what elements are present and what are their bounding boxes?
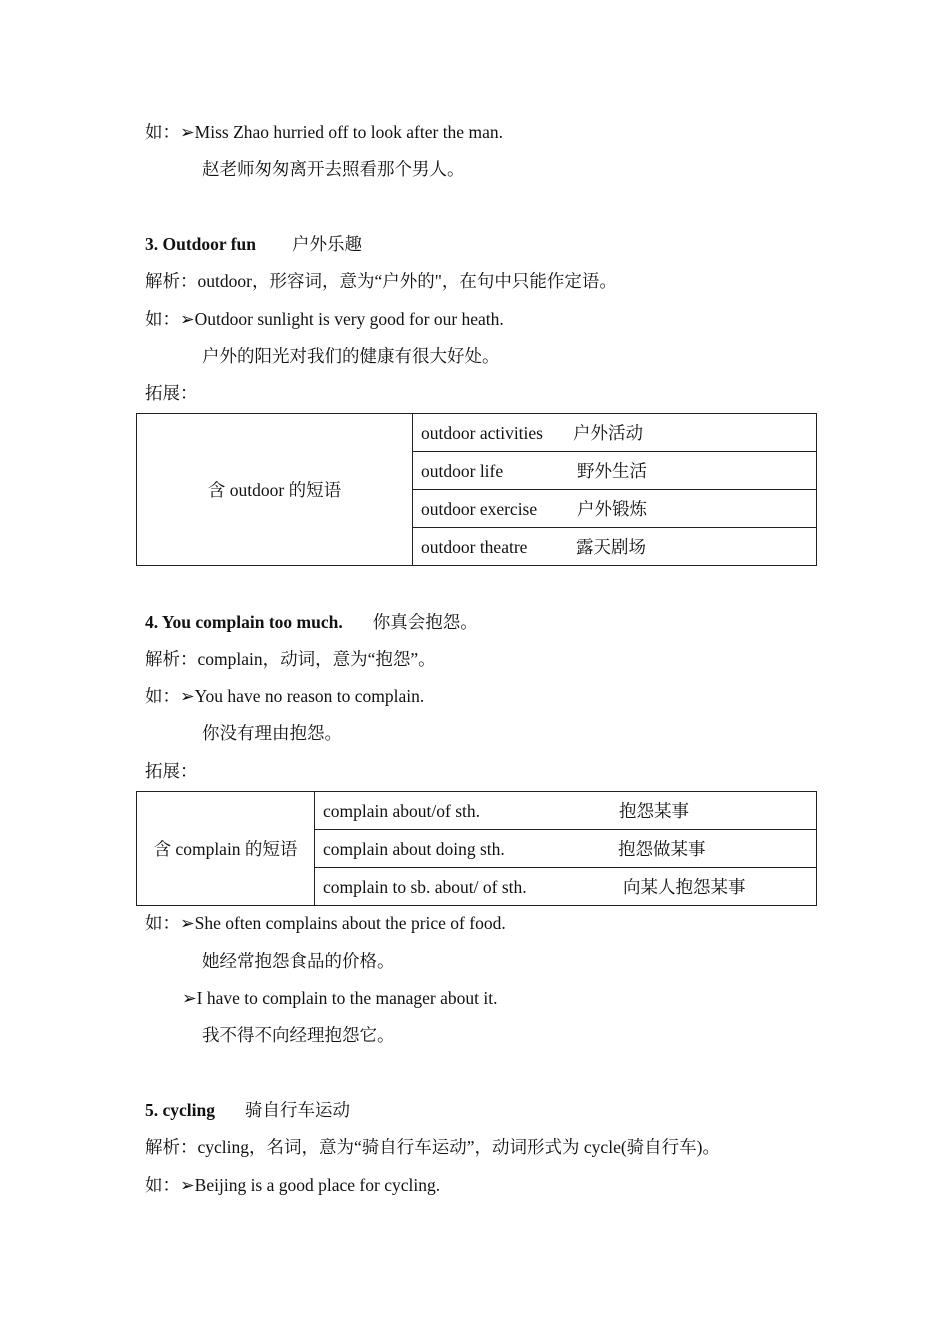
example-prefix: 如： <box>145 686 180 706</box>
parse-prefix: 解析： <box>145 649 198 669</box>
example-en: You have no reason to complain. <box>194 686 425 706</box>
example-prefix: 如： <box>145 122 180 142</box>
phrase-en: outdoor exercise <box>421 499 538 519</box>
section-5-heading <box>145 1099 350 1121</box>
table-cell <box>315 792 817 830</box>
example-en: Miss Zhao hurried off to look after the man. <box>194 122 503 142</box>
example-en: She often complains about the price of food. <box>194 913 506 933</box>
example-en: I have to complain to the manager about it. <box>196 988 498 1008</box>
table-cell <box>413 528 817 566</box>
section-4-example <box>145 685 424 707</box>
phrase-en: complain about doing sth. <box>323 839 505 859</box>
example-line <box>145 121 503 143</box>
phrase-zh: 户外锻炼 <box>577 499 647 519</box>
example-prefix: 如： <box>145 913 180 933</box>
parse-text: outdoor，形容词，意为“户外的"，在句中只能作定语。 <box>197 271 617 291</box>
phrase-zh: 露天剧场 <box>576 537 646 557</box>
section-5-title-zh: 骑自行车运动 <box>245 1100 350 1120</box>
example-translation: 她经常抱怨食品的价格。 <box>202 951 395 971</box>
arrow-bullet-icon: ➢ <box>182 988 197 1008</box>
table-cell <box>315 830 817 868</box>
arrow-bullet-icon: ➢ <box>180 1175 195 1195</box>
table-row <box>137 792 817 830</box>
phrase-zh: 抱怨做某事 <box>618 839 706 859</box>
complain-phrase-table <box>136 791 817 906</box>
phrase-en: outdoor activities <box>421 423 543 443</box>
phrase-zh: 户外活动 <box>573 423 643 443</box>
phrase-en: outdoor theatre <box>421 537 528 557</box>
table-cell <box>315 868 817 906</box>
section-5-example <box>145 1174 440 1196</box>
arrow-bullet-icon: ➢ <box>180 309 195 329</box>
phrase-en: complain about/of sth. <box>323 801 480 821</box>
phrase-en: complain to sb. about/ of sth. <box>323 877 527 897</box>
section-4-title-zh: 你真会抱怨。 <box>372 612 478 632</box>
table-head-cell: 含 outdoor 的短语 <box>137 414 413 566</box>
section-3-example <box>145 308 504 330</box>
arrow-bullet-icon: ➢ <box>180 686 195 706</box>
section-4-parse <box>145 648 436 670</box>
extend-label: 拓展： <box>145 761 198 781</box>
parse-text: complain，动词，意为“抱怨”。 <box>197 649 436 669</box>
example-translation: 我不得不向经理抱怨它。 <box>202 1025 395 1045</box>
section-5-title: 5. cycling <box>145 1100 215 1120</box>
example-prefix: 如： <box>145 1175 180 1195</box>
example-prefix: 如： <box>145 309 180 329</box>
example-en: Beijing is a good place for cycling. <box>194 1175 441 1195</box>
example-translation: 你没有理由抱怨。 <box>202 723 342 743</box>
parse-prefix: 解析： <box>145 271 198 291</box>
parse-text: cycling，名词，意为“骑自行车运动”，动词形式为 cycle(骑自行车)。 <box>197 1137 720 1157</box>
table-cell <box>413 452 817 490</box>
section-3-heading <box>145 233 362 255</box>
table-row <box>137 414 817 452</box>
phrase-zh: 向某人抱怨某事 <box>623 877 746 897</box>
phrase-zh: 抱怨某事 <box>619 801 689 821</box>
table-cell <box>413 490 817 528</box>
section-4-heading <box>145 611 478 633</box>
outdoor-phrase-table <box>136 413 817 566</box>
section-3-title: 3. Outdoor fun <box>145 234 257 254</box>
section-4-example-3 <box>182 987 497 1009</box>
table-head-cell: 含 complain 的短语 <box>137 792 315 906</box>
section-3-title-zh: 户外乐趣 <box>292 234 363 254</box>
section-4-example-2 <box>145 912 506 934</box>
section-3-parse <box>145 270 617 292</box>
arrow-bullet-icon: ➢ <box>180 913 195 933</box>
section-4-title: 4. You complain too much. <box>145 612 343 632</box>
extend-label: 拓展： <box>145 383 198 403</box>
section-5-parse <box>145 1136 720 1158</box>
table-cell <box>413 414 817 452</box>
parse-prefix: 解析： <box>145 1137 198 1157</box>
phrase-zh: 野外生活 <box>577 461 647 481</box>
example-translation: 赵老师匆匆离开去照看那个男人。 <box>202 159 465 179</box>
example-en: Outdoor sunlight is very good for our heath. <box>194 309 504 329</box>
arrow-bullet-icon: ➢ <box>180 122 195 142</box>
phrase-en: outdoor life <box>421 461 504 481</box>
example-translation: 户外的阳光对我们的健康有很大好处。 <box>202 346 500 366</box>
